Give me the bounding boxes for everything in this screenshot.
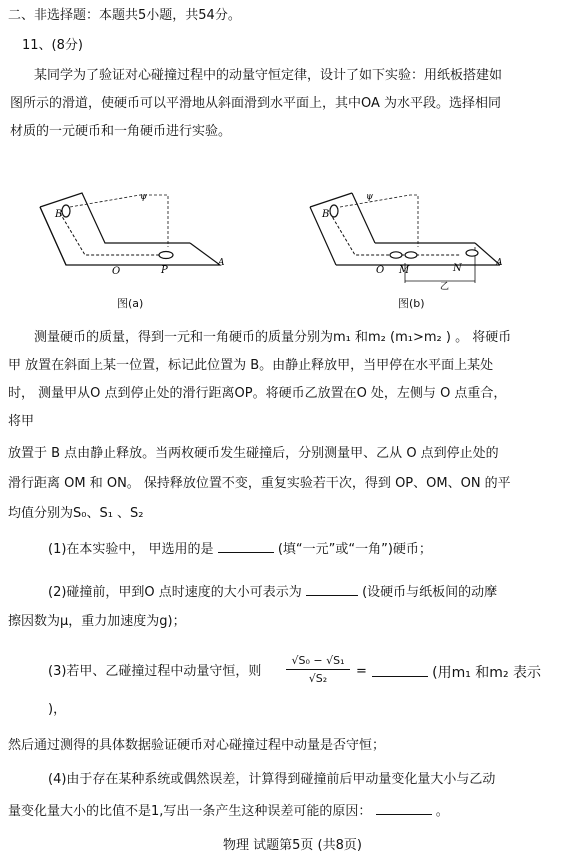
- question-1-suffix: (填“一元”或“一角”)硬币；: [277, 542, 432, 557]
- figure-b: [300, 185, 510, 290]
- figure-a-label-psi: ψ: [140, 192, 148, 202]
- question-2-cont: 擦因数为μ，重力加速度为g)；: [8, 614, 186, 629]
- figure-b-label-n: N: [453, 263, 462, 274]
- body-line-3: 时， 测量甲从O 点到停止处的滑行距离OP。将硬币乙放置在O 处，左侧与 O 点重合，: [8, 386, 507, 401]
- figure-b-label-a: A: [496, 258, 503, 268]
- fraction: [286, 654, 350, 685]
- figure-a-label-a: A: [218, 258, 225, 268]
- figure-a-label-b: B: [55, 209, 63, 220]
- question-1-prefix: (1)在本实验中， 甲选用的是: [48, 542, 214, 557]
- figure-b-label-o: O: [376, 265, 385, 276]
- figure-a: [30, 185, 230, 280]
- page-footer: 物理 试题第5页 (共8页): [223, 838, 362, 853]
- section-title: 二、非选择题：本题共5小题，共54分。: [8, 8, 241, 23]
- question-4-text: 量变化量大小的比值不是1,写出一条产生这种误差可能的原因：: [8, 804, 372, 819]
- equals-sign: =: [356, 664, 367, 679]
- figure-b-label-yi: 乙: [440, 282, 450, 290]
- figure-b-label-b: B: [322, 209, 330, 220]
- answer-blank-1[interactable]: [218, 540, 274, 553]
- question-4-end: 。: [435, 804, 449, 819]
- figure-b-caption: 图(b): [398, 297, 425, 310]
- question-1: [48, 540, 432, 558]
- body-line-1: 测量硬币的质量，得到一元和一角硬币的质量分别为m₁ 和m₂ (m₁>m₂ ) 。 将硬币: [34, 330, 512, 345]
- answer-blank-2[interactable]: [306, 583, 358, 596]
- question-3-prefix: (3)若甲、乙碰撞过程中动量守恒，则: [48, 664, 262, 679]
- fraction-numerator: √S₀ − √S₁: [286, 654, 350, 670]
- body-line-7: 均值分别为S₀、S₁ 、S₂: [8, 506, 144, 521]
- body-line-2: 甲 放置在斜面上某一位置，标记此位置为 B。由静止释放甲，当甲停在水平面上某处: [8, 358, 494, 373]
- figure-a-label-o: O: [112, 266, 121, 277]
- question-3-cont: )，: [48, 702, 67, 717]
- intro-line-2: 图所示的滑道，使硬币可以平滑地从斜面滑到水平面上，其中OA 为水平段。选择相同: [10, 96, 502, 111]
- question-2: [48, 583, 497, 601]
- figure-a-label-p: P: [161, 265, 168, 276]
- intro-line-1: 某同学为了验证对心碰撞过程中的动量守恒定律，设计了如下实验：用纸板搭建如: [34, 68, 503, 83]
- body-line-4: 将甲: [8, 414, 35, 429]
- question-3-answer: [372, 664, 541, 682]
- question-2-prefix: (2)碰撞前，甲到O 点时速度的大小可表示为: [48, 585, 302, 600]
- figure-b-label-psi: ψ: [366, 192, 374, 202]
- figure-a-caption: 图(a): [117, 297, 144, 310]
- body-line-5: 放置于 B 点由静止释放。当两枚硬币发生碰撞后，分别测量甲、乙从 O 点到停止处的: [8, 446, 499, 461]
- question-4-line-1: (4)由于存在某种系统或偶然误差，计算得到碰撞前后甲动量变化量大小与乙动: [48, 772, 496, 787]
- body-line-6: 滑行距离 OM 和 ON。 保持释放位置不变，重复实验若干次，得到 OP、OM、ON 的平: [8, 476, 511, 491]
- question-4-line-2: [8, 802, 449, 820]
- intro-line-3: 材质的一元硬币和一角硬币进行实验。: [10, 124, 232, 139]
- question-2-suffix: (设硬币与纸板间的动摩: [362, 585, 498, 600]
- answer-blank-3[interactable]: [372, 664, 428, 677]
- answer-blank-4[interactable]: [376, 802, 432, 815]
- fraction-denominator: √S₂: [308, 672, 328, 685]
- figure-b-label-m: M: [399, 265, 410, 276]
- question-number: 11、(8分): [22, 38, 83, 53]
- question-3-suffix: (用m₁ 和m₂ 表示: [432, 665, 542, 681]
- verify-text: 然后通过测得的具体数据验证硬币对心碰撞过程中动量是否守恒；: [8, 738, 386, 753]
